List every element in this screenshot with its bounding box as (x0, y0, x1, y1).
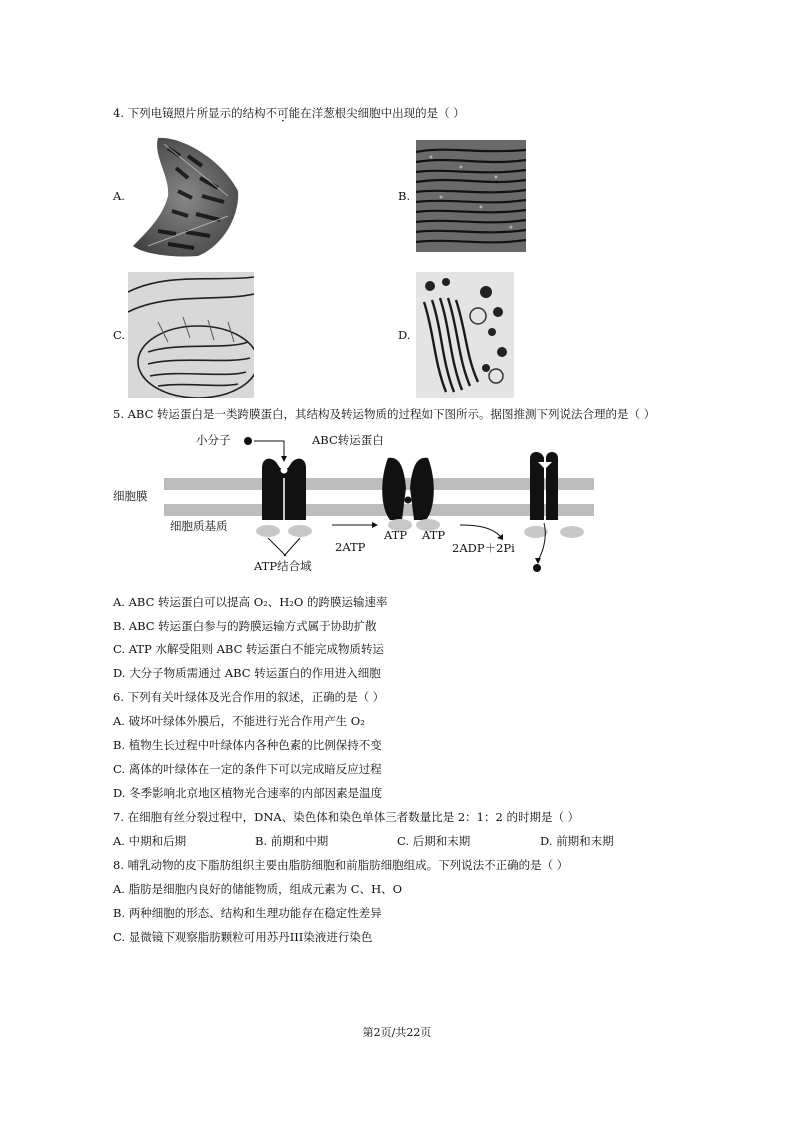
q6-option-d: D. 冬季影响北京地区植物光合速率的内部因素是温度 (113, 786, 383, 800)
q5-option-c: C. ATP 水解受阻则 ABC 转运蛋白不能完成物质转运 (113, 642, 385, 656)
membrane-outer-band (164, 478, 594, 490)
q5-option-b: B. ABC 转运蛋白参与的跨膜运输方式属于协助扩散 (113, 619, 377, 633)
q7-option-c: C. 后期和末期 (397, 834, 471, 848)
q5-stem: 5. ABC 转运蛋白是一类跨膜蛋白，其结构及转运物质的过程如下图所示。据图推测下列说法合理的是（ ） (113, 407, 656, 421)
small-molecule-label: 小分子 (196, 433, 231, 447)
q6-stem: 6. 下列有关叶绿体及光合作用的叙述，正确的是（ ） (113, 690, 385, 704)
q6-option-b: B. 植物生长过程中叶绿体内各种色素的比例保持不变 (113, 738, 382, 752)
cytoplasm-label: 细胞质基质 (170, 519, 228, 533)
atp-label-1: ATP (384, 528, 408, 542)
q6-option-a: A. 破坏叶绿体外膜后，不能进行光合作用产生 O₂ (113, 714, 365, 728)
transporter-state-1 (256, 459, 312, 537)
q4-stem-emphasis: 不可能 (265, 106, 301, 120)
transporter-state-3 (524, 452, 584, 538)
q4-photo-b-micrograph (416, 140, 526, 252)
small-molecule-dot (244, 437, 252, 445)
two-atp-label: 2ATP (335, 540, 366, 554)
q8-stem: 8. 哺乳动物的皮下脂肪组织主要由脂肪细胞和前脂肪细胞组成。下列说法不正确的是（ ） (113, 858, 569, 872)
q7-stem: 7. 在细胞有丝分裂过程中，DNA、染色体和染色单体三者数量比是 2：1：2 的时期是（ ） (113, 810, 580, 824)
page-footer: 第2页/共22页 (362, 1026, 432, 1039)
q7-option-d: D. 前期和末期 (540, 834, 614, 848)
q4-option-d-label: D. (398, 328, 411, 342)
atp-domain-label: ATP结合域 (254, 559, 312, 573)
abc-transporter-label: ABC转运蛋白 (312, 433, 384, 447)
q6-option-c: C. 离体的叶绿体在一定的条件下可以完成暗反应过程 (113, 762, 382, 776)
q4-photo-c-mitochondrion (128, 272, 254, 398)
cell-membrane-label: 细胞膜 (113, 489, 148, 503)
q4-photo-d-golgi (416, 272, 514, 398)
q5-abc-transporter-diagram (110, 428, 610, 578)
q4-option-b-label: B. (398, 189, 411, 203)
q8-option-b: B. 两种细胞的形态、结构和生理功能存在稳定性差异 (113, 906, 382, 920)
q4-stem: 4. 下列电镜照片所显示的结构不可能在洋葱根尖细胞中出现的是（ ） (113, 106, 465, 120)
q5-option-d: D. 大分子物质需通过 ABC 转运蛋白的作用进入细胞 (113, 666, 381, 680)
q7-option-b: B. 前期和中期 (255, 834, 329, 848)
q4-option-c-label: C. (113, 328, 126, 342)
q4-option-a-label: A. (113, 189, 125, 203)
membrane-inner-band (164, 504, 594, 516)
q8-option-c: C. 显微镜下观察脂肪颗粒可用苏丹III染液进行染色 (113, 930, 373, 944)
q8-option-a: A. 脂肪是细胞内良好的储能物质，组成元素为 C、H、O (113, 882, 403, 896)
q4-photo-a-chloroplast (128, 136, 240, 258)
transporter-state-2 (382, 458, 440, 531)
q7-option-a: A. 中期和后期 (113, 834, 187, 848)
atp-label-2: ATP (422, 528, 446, 542)
adp-pi-label: 2ADP＋2Pi (452, 541, 515, 555)
q5-option-a: A. ABC 转运蛋白可以提高 O₂、H₂O 的跨膜运输速率 (113, 595, 388, 609)
released-molecule-dot (533, 564, 541, 572)
